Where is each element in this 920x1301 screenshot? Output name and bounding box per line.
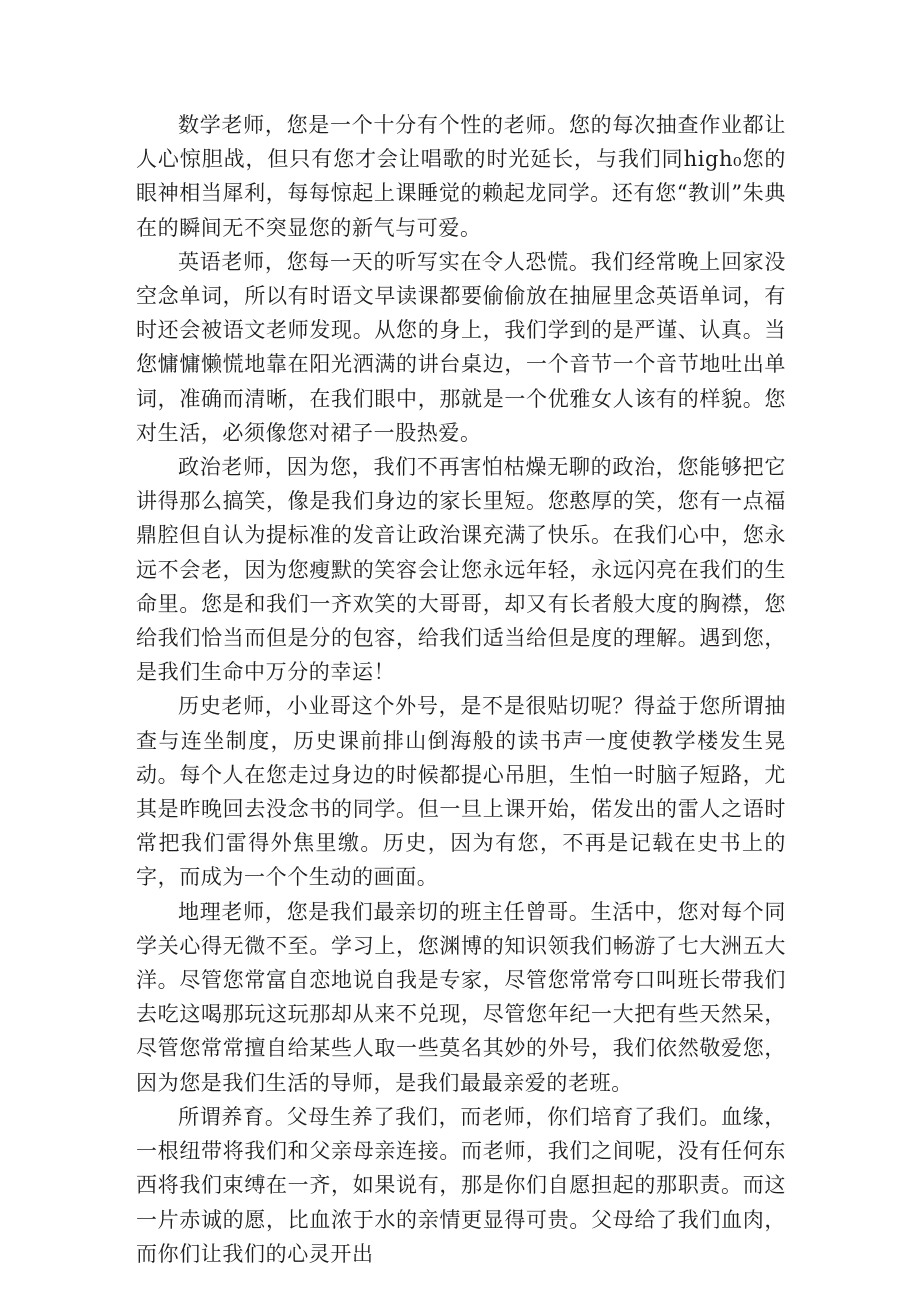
essay-body bbox=[136, 108, 786, 1271]
paragraph-conclusion: 所谓养育。父母生养了我们，而老师，你们培育了我们。血缘，一根纽带将我们和父亲母亲连接。而老师，我们之间呢，没有任何东西将我们束缚在一齐，如果说有，那是你们自愿担起的那职责。而这一片赤诚的愿，比血浓于水的亲情更显得可贵。父母给了我们血肉，而你们让我们的心灵开出 bbox=[136, 1104, 786, 1266]
paragraph-history-teacher: 历史老师，小业哥这个外号，是不是很贴切呢？得益于您所谓抽查与连坐制度，历史课前排山倒海般的读书声一度使教学楼发生晃动。每个人在您走过身边的时候都提心吊胆，生怕一时脑子短路，尤其是昨晚回去没念书的同学。但一旦上课开始，偌发出的雷人之语时常把我们雷得外焦里缴。历史，因为有您，不再是记载在史书上的字，而成为一个个生动的画面。 bbox=[136, 694, 786, 890]
paragraph-math-teacher: 数学老师，您是一个十分有个性的老师。您的每次抽查作业都让人心惊胆战，但只有您才会让唱歌的时光延长，与我们同high₀您的眼神相当犀利，每每惊起上课睡觉的赖起龙同学。还有您“教训”朱典在的瞬间无不突显您的新气与可爱。 bbox=[136, 113, 786, 240]
paragraph-english-teacher: 英语老师，您每一天的听写实在令人恐慌。我们经常晚上回家没空念单词，所以有时语文早读课都要偷偷放在抽屉里念英语单词，有时还会被语文老师发现。从您的身上，我们学到的是严谨、认真。当您慵慵懒慌地靠在阳光洒满的讲台桌边，一个音节一个音节地吐出单词，准确而清晰，在我们眼中，那就是一个优雅女人该有的样貌。您对生活，必须像您对裙子一股热爱。 bbox=[136, 249, 786, 445]
paragraph-politics-teacher: 政治老师，因为您，我们不再害怕枯燥无聊的政治，您能够把它讲得那么搞笑，像是我们身边的家长里短。您憨厚的笑，您有一点福鼎腔但自认为提标准的发音让政治课充满了快乐。在我们心中，您永远不会老，因为您瘦默的笑容会让您永远年轻，永远闪亮在我们的生命里。您是和我们一齐欢笑的大哥哥，却又有长者般大度的胸襟，您给我们恰当而但是分的包容，给我们适当给但是度的理解。遇到您，是我们生命中万分的幸运！ bbox=[136, 455, 786, 685]
paragraph-geography-teacher: 地理老师，您是我们最亲切的班主任曾哥。生活中，您对每个同学关心得无微不至。学习上，您渊博的知识领我们畅游了七大洲五大洋。尽管您常富自恋地说自我是专家，尽管您常常夸口叫班长带我们去吃这喝那玩这玩那却从来不兑现，尽管您年纪一大把有些天然呆，尽管您常常擅自给某些人取一些莫名其妙的外号，我们依然敬爱您，因为您是我们生活的导师，是我们最最亲爱的老班。 bbox=[136, 899, 786, 1095]
